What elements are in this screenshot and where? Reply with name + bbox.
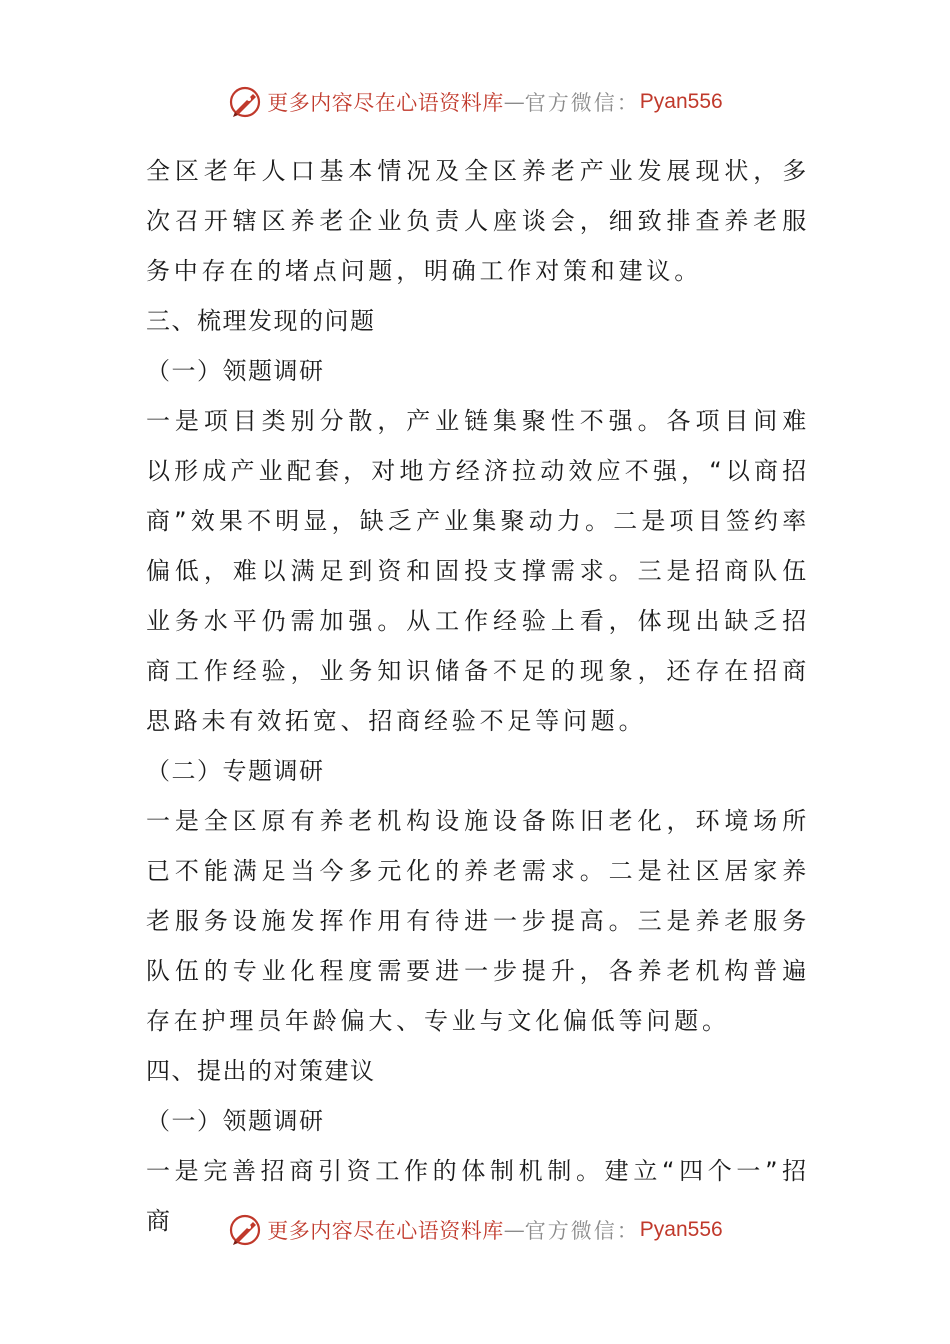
paragraph-countermeasures-start: 一是完善招商引资工作的体制机制。建立“四个一”招商 <box>146 1157 810 1235</box>
pen-logo-icon <box>227 84 263 120</box>
section-heading-countermeasures: 四、提出的对策建议 <box>146 1057 376 1085</box>
subheading-topic-research-problems: （二）专题调研 <box>146 757 325 785</box>
watermark-wechat-label: 官方微信： <box>524 1219 640 1243</box>
subheading-led-research-countermeasures: （一）领题调研 <box>146 1107 325 1135</box>
watermark-main-text: 更多内容尽在心语资料库 <box>267 1219 504 1243</box>
pen-logo-icon <box>227 1212 263 1248</box>
paragraph-led-research-problems: 一是项目类别分散，产业链集聚性不强。各项目间难以形成产业配套，对地方经济拉动效应不强，“以商招商”效果不明显，缺乏产业集聚动力。二是项目签约率偏低，难以满足到资和固投支撑需求。三是招商队伍业务水平仍需加强。从工作经验上看，体现出缺乏招商工作经验，业务知识储备不足的现象，还存在招商思路未有效拓宽、招商经验不足等问题。 <box>146 407 810 735</box>
watermark-wechat-label: 官方微信： <box>524 91 640 115</box>
watermark-wechat-id: Pyan556 <box>639 90 723 113</box>
paragraph-survey-summary: 全区老年人口基本情况及全区养老产业发展现状，多次召开辖区养老企业负责人座谈会，细致排查养老服务中存在的堵点问题，明确工作对策和建议。 <box>146 157 810 285</box>
watermark-separator: — <box>503 90 525 114</box>
paragraph-topic-research-problems: 一是全区原有养老机构设施设备陈旧老化，环境场所已不能满足当今多元化的养老需求。二是社区居家养老服务设施发挥作用有待进一步提高。三是养老服务队伍的专业化程度需要进一步提升，各养老机构普遍存在护理员年龄偏大、专业与文化偏低等问题。 <box>146 807 810 1035</box>
watermark-wechat-id: Pyan556 <box>639 1218 723 1241</box>
watermark-banner-top <box>0 80 950 124</box>
watermark-separator: — <box>503 1218 525 1242</box>
watermark-main-text: 更多内容尽在心语资料库 <box>267 91 504 115</box>
subheading-led-research-problems: （一）领题调研 <box>146 357 325 385</box>
document-body <box>146 146 810 1246</box>
watermark-banner-bottom <box>0 1208 950 1252</box>
section-heading-problems: 三、梳理发现的问题 <box>146 307 376 335</box>
